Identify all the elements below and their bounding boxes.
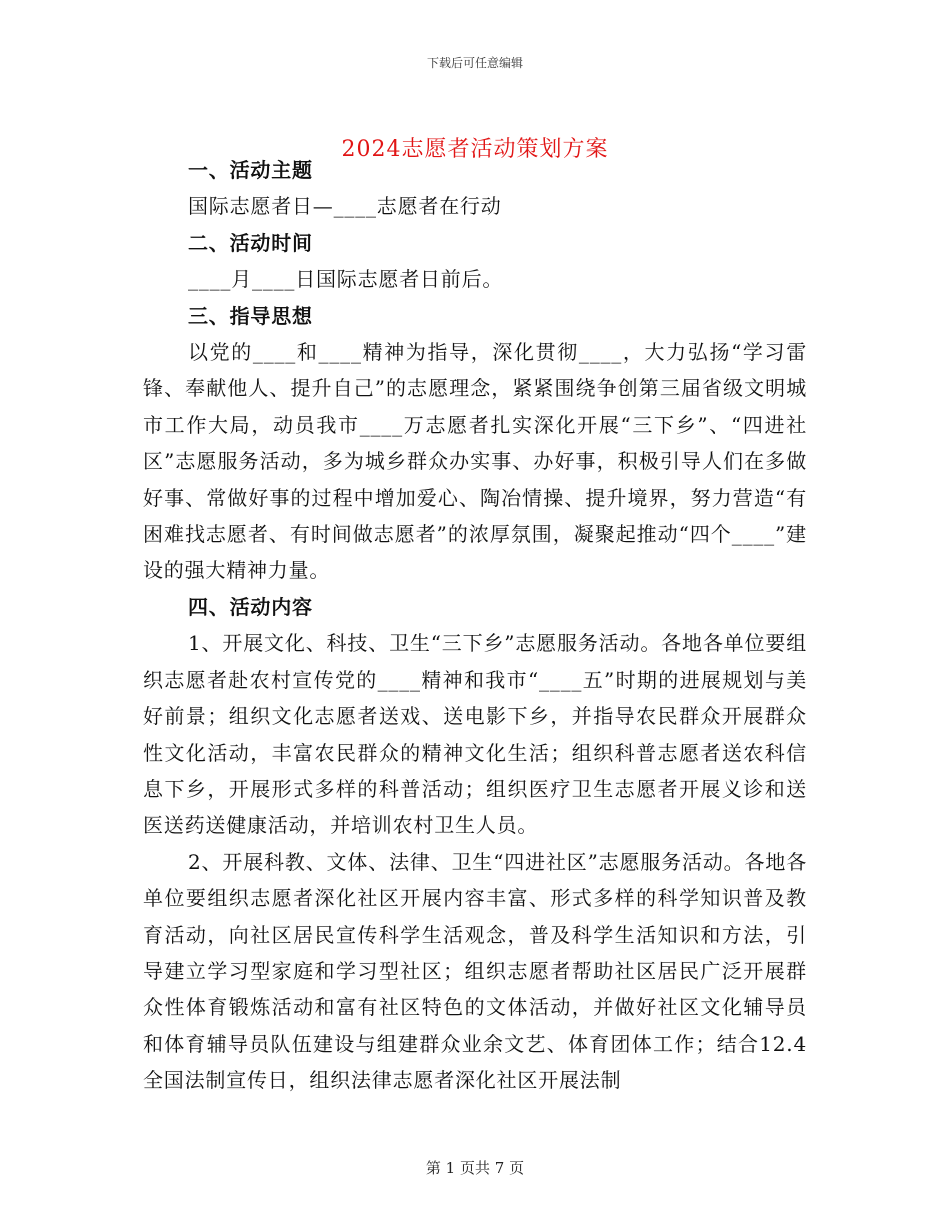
section-text-theme: 国际志愿者日—____志愿者在行动 <box>188 194 502 219</box>
header-note: 下载后可任意编辑 <box>426 56 523 70</box>
section-text-time: ____月____日国际志愿者日前后。 <box>188 267 504 292</box>
section-heading-time: 二、活动时间 <box>188 230 313 255</box>
content-paragraph-1: 1、开展文化、科技、卫生“三下乡”志愿服务活动。各地各单位要组织志愿者赴农村宣传党的____精神和我市“____五”时期的进展规划与美好前景；组织文化志愿者送戏、送电影下乡，并指导农民群众开展群众性文化活动，丰富农民群众的精神文化生活；组织科普志愿者送农科信息下乡，开展形式多样的科普活动；组织医疗卫生志愿者开展义诊和送医送药送健康活动，并培训农村卫生人员。 <box>143 631 807 838</box>
document-title: 2024志愿者活动策划方案 <box>341 136 609 162</box>
section-heading-theme: 一、活动主题 <box>188 158 313 182</box>
section-paragraph-guiding-thought: 以党的____和____精神为指导，深化贯彻____，大力弘扬“学习雷锋、奉献他人、提升自己”的志愿理念，紧紧围绕争创第三届省级文明城市工作大局，动员我市____万志愿者扎实深化开展“三下乡”、“四进社区”志愿服务活动，多为城乡群众办实事、办好事，积极引导人们在多做好事、常做好事的过程中增加爱心、陶冶情操、提升境界，努力营造“有困难找志愿者、有时间做志愿者”的浓厚氛围，凝聚起推动“四个____”建设的强大精神力量。 <box>143 340 807 583</box>
section-heading-content: 四、活动内容 <box>188 594 313 619</box>
document-body <box>143 152 807 1099</box>
section-heading-guiding-thought: 三、指导思想 <box>188 303 313 328</box>
content-paragraph-2: 2、开展科教、文体、法律、卫生“四进社区”志愿服务活动。各地各单位要组织志愿者深化社区开展内容丰富、形式多样的科学知识普及教育活动，向社区居民宣传科学生活观念，普及科学生活知识和方法，引导建立学习型家庭和学习型社区；组织志愿者帮助社区居民广泛开展群众性体育锻炼活动和富有社区特色的文体活动，并做好社区文化辅导员和体育辅导员队伍建设与组建群众业余文艺、体育团体工作；结合12.4全国法制宣传日，组织法律志愿者深化社区开展法制 <box>143 849 807 1093</box>
page-footer: 第 1 页共 7 页 <box>425 1159 525 1177</box>
